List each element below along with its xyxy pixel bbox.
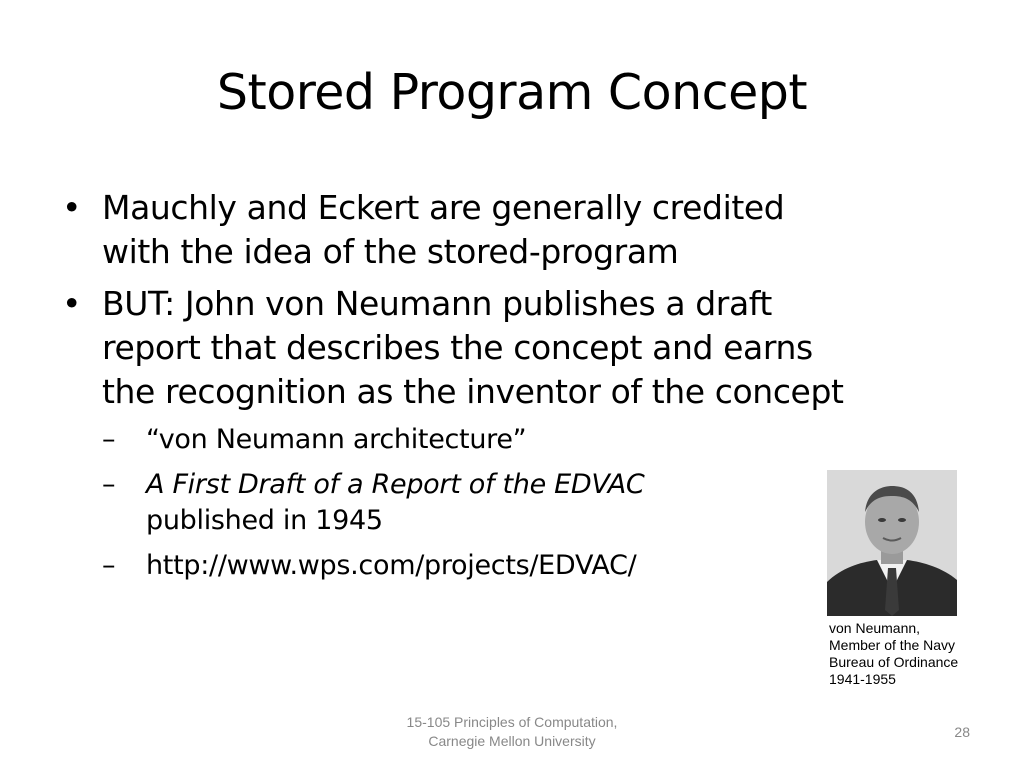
footer-university: Carnegie Mellon University [428, 733, 596, 749]
sub-bullet-marker: – [102, 550, 116, 581]
slide-title: Stored Program Concept [216, 64, 808, 121]
bullet-item [62, 282, 1002, 414]
bullet-marker: • [62, 188, 82, 227]
sub-bullet-marker: – [102, 469, 116, 500]
sub-bullet-item [102, 548, 846, 584]
portrait-photo [827, 470, 957, 616]
bullet-text-line: report that describes the concept and earns [102, 328, 813, 367]
sub-bullet-link-text: http://www.wps.com/projects/EDVAC/ [146, 550, 637, 581]
bullet-marker: • [62, 284, 82, 323]
slide-number: 28 [954, 724, 970, 740]
sub-bullet-text: “von Neumann architecture” [146, 424, 527, 455]
bullet-text-line: with the idea of the stored-program [102, 232, 679, 271]
caption-line: 1941-1955 [829, 671, 896, 687]
bullet-text-line: the recognition as the inventor of the concept [102, 372, 844, 411]
bullet-text-line: BUT: John von Neumann publishes a draft [102, 284, 772, 323]
sub-bullet-marker: – [102, 424, 116, 455]
caption-line: von Neumann, [829, 620, 921, 636]
bullet-item [62, 186, 1002, 274]
caption-line: Bureau of Ordinance [829, 654, 959, 670]
slide-footer [312, 713, 712, 751]
caption-line: Member of the Navy [829, 637, 956, 653]
sub-bullet-italic-title: A First Draft of a Report of the EDVAC [146, 469, 645, 500]
photo-caption [829, 620, 1019, 688]
sub-bullet-item [102, 422, 846, 458]
portrait-photo-icon [827, 470, 957, 616]
sub-bullet-item [102, 467, 846, 539]
bullet-text-line: Mauchly and Eckert are generally credited [102, 188, 785, 227]
sub-bullet-text: published in 1945 [146, 505, 383, 536]
footer-course: 15-105 Principles of Computation, [406, 714, 618, 730]
